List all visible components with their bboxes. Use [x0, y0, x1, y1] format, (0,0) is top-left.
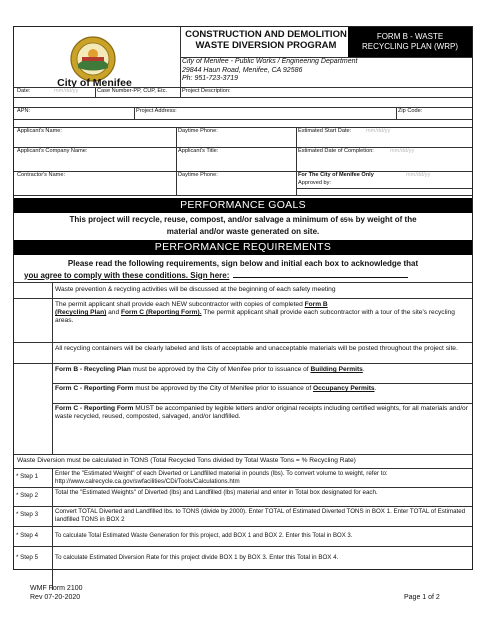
city-seal	[69, 35, 117, 83]
instruction-line1: Please read the following requirements, sign below and initial each box to acknowledge that	[67, 259, 419, 268]
estimated-start-date-label: Estimated Start Date:	[298, 128, 352, 134]
zip-code-label: Zip Code:	[398, 108, 423, 114]
requirement-5-text: must be approved by the City of Menifee prior to issuance of	[133, 385, 313, 392]
goals-statement	[14, 215, 472, 237]
step-3-label: * Step 3	[16, 511, 39, 518]
applicant-title-label: Applicant's Title:	[178, 148, 219, 154]
program-title	[182, 29, 350, 51]
contractor-name-label: Contractor's Name:	[17, 172, 66, 178]
requirement-4-form-b: Form B - Recycling Plan	[55, 366, 131, 373]
initial-box-1[interactable]	[14, 283, 52, 297]
date-input[interactable]: mm/dd/yy	[54, 88, 79, 94]
step-2-label: * Step 2	[16, 492, 39, 499]
requirement-item-4	[55, 366, 469, 374]
initial-box-4[interactable]	[14, 364, 52, 382]
company-name-label: Applicant's Company Name:	[17, 148, 88, 154]
program-title-line1: CONSTRUCTION AND DEMOLITION	[185, 29, 347, 40]
requirement-2-form-b: Form B	[304, 301, 328, 308]
footer-form-id: WMF Form 2100	[30, 585, 83, 592]
step-5-text: To calculate Estimated Diversion Rate for this project divide BOX 1 by BOX 3. Enter this Total in BOX 4.	[55, 554, 339, 561]
city-use-date[interactable]: mm/dd/yy	[406, 172, 431, 178]
goals-statement-part1: This project will recycle, reuse, compost, and/or salvage a minimum of	[69, 215, 338, 224]
requirement-1-text: Waste prevention & recycling activities will be discussed at the beginning of each safety meeting	[55, 286, 336, 293]
estimated-completion-input[interactable]: mm/dd/yy	[390, 148, 415, 154]
case-number-label: Case Number-PP, CUP, Etc.	[97, 88, 168, 94]
apn-label: APN:	[17, 108, 31, 114]
approved-by-label: Approved by:	[298, 180, 331, 186]
initial-box-3[interactable]	[14, 343, 52, 362]
step-4-text: To calculate Total Estimated Waste Generation for this project, add BOX 1 and BOX 2. Enter this Total in BOX 3.	[55, 533, 353, 539]
initial-box-2[interactable]	[14, 299, 52, 341]
footer-page-number: Page 1 of 2	[404, 594, 440, 601]
requirement-4-building-permits: Building Permits	[310, 366, 363, 373]
performance-goals-heading: PERFORMANCE GOALS	[14, 198, 472, 213]
requirement-2-form-c: Form C (Reporting Form).	[120, 309, 202, 316]
initial-box-5[interactable]	[14, 384, 52, 402]
footer-revision: Rev 07-20-2020	[30, 594, 81, 601]
daytime-phone-label: Daytime Phone:	[178, 128, 218, 134]
step-4-label: * Step 4	[16, 532, 39, 539]
initial-box-6[interactable]	[14, 404, 52, 453]
applicant-name-label: Applicant's Name:	[17, 128, 62, 134]
requirement-2-text-b: and	[106, 309, 121, 316]
address-line: 29844 Haun Road, Menifee, CA 92586	[182, 66, 303, 74]
requirement-5-form-c: Form C - Reporting Form	[55, 385, 134, 392]
form-code-line1: FORM B - WASTE	[376, 32, 444, 41]
performance-requirements-heading: PERFORMANCE REQUIREMENTS	[14, 240, 472, 255]
project-description-label: Project Description:	[182, 88, 231, 94]
estimated-start-date-input[interactable]: mm/dd/yy	[366, 128, 391, 134]
step-3-text: Convert TOTAL Diverted and Landfilled lbs. to TONS (divide by 2000). Enter TOTAL of Estimated Diverted TONS in BOX 1. Enter TOTAL of Estimated landfilled TONS in BOX 2	[55, 508, 466, 523]
requirement-item-3	[55, 345, 469, 353]
signature-line[interactable]	[233, 270, 408, 278]
form-frame	[13, 26, 473, 570]
contractor-phone-label: Daytime Phone:	[178, 172, 218, 178]
city-use-label: For The City of Menifee Only	[298, 172, 374, 178]
goals-percent: 65%	[340, 217, 354, 224]
footer-form-info	[30, 584, 83, 602]
project-address-label: Project Address:	[136, 108, 177, 114]
agency-name: City of Menifee	[57, 77, 132, 89]
requirement-5-period: .	[374, 385, 377, 392]
date-label: Date:	[17, 88, 31, 94]
requirement-2-text-a: The permit applicant shall provide each NEW subcontractor with copies of completed	[55, 301, 305, 308]
requirement-item-6	[55, 405, 469, 421]
dept-line: City of Menifee - Public Works / Engineering Department	[182, 58, 358, 65]
form-code-badge	[348, 27, 472, 57]
requirement-3-text: All recycling containers will be clearly labeled and lists of acceptable and unacceptable materials will be posted throughout the project site.	[55, 345, 458, 352]
requirement-6-text: MUST be accompanied by legible letters and/or original receipts including certified weights, for all materials and/or waste recycled, reused, composted, salvaged, and/or landfilled.	[55, 405, 468, 420]
goals-statement-part2: by weight of the	[355, 215, 417, 224]
step-5-label: * Step 5	[16, 554, 39, 561]
requirement-item-2	[55, 301, 469, 325]
requirement-5-occupancy-permits: Occupancy Permits	[312, 385, 375, 392]
step-2-text: Total the "Estimated Weights" of Diverted (lbs) and Landfilled (lbs) material and enter in Total box designated for each.	[55, 489, 378, 496]
requirement-item-1	[55, 286, 469, 294]
estimated-completion-label: Estimated Date of Completion:	[298, 148, 374, 154]
requirement-item-5	[55, 385, 469, 393]
form-code-line2: RECYCLING PLAN (WRP)	[361, 42, 458, 51]
goals-statement-line2: material and/or waste generated on site.	[166, 226, 320, 236]
calculation-intro: Waste Diversion must be calculated in TONS (Total Recycled Tons divided by Total Waste Tons = % Recycling Rate)	[17, 457, 356, 464]
requirement-4-period: .	[362, 366, 365, 373]
requirement-4-text: must be approved by the City of Menifee prior to issuance of	[130, 366, 311, 373]
agency-contact	[182, 58, 357, 84]
program-title-line2: WASTE DIVERSION PROGRAM	[195, 40, 337, 51]
step-1-text: Enter the "Estimated Weight" of each Diverted or Landfilled material in pounds (lbs). To convert volume to weight, refer to: http://www.calrecycle.ca.gov/swfacilities/CDi/Tools/Calculations.htm	[55, 470, 388, 485]
requirement-2-recycling-plan: (Recycling Plan)	[55, 309, 107, 316]
requirement-2-text-c: The permit applicant shall provide each subcontractor with a tour of the site's recycling areas.	[55, 309, 455, 324]
phone-line: Ph: 951-723-3719	[182, 75, 239, 82]
requirements-instruction	[14, 259, 472, 281]
instruction-line2: you agree to comply with these conditions. Sign here:	[24, 270, 230, 280]
step-1-label: * Step 1	[16, 473, 39, 480]
requirement-6-form-c: Form C - Reporting Form	[55, 405, 134, 412]
